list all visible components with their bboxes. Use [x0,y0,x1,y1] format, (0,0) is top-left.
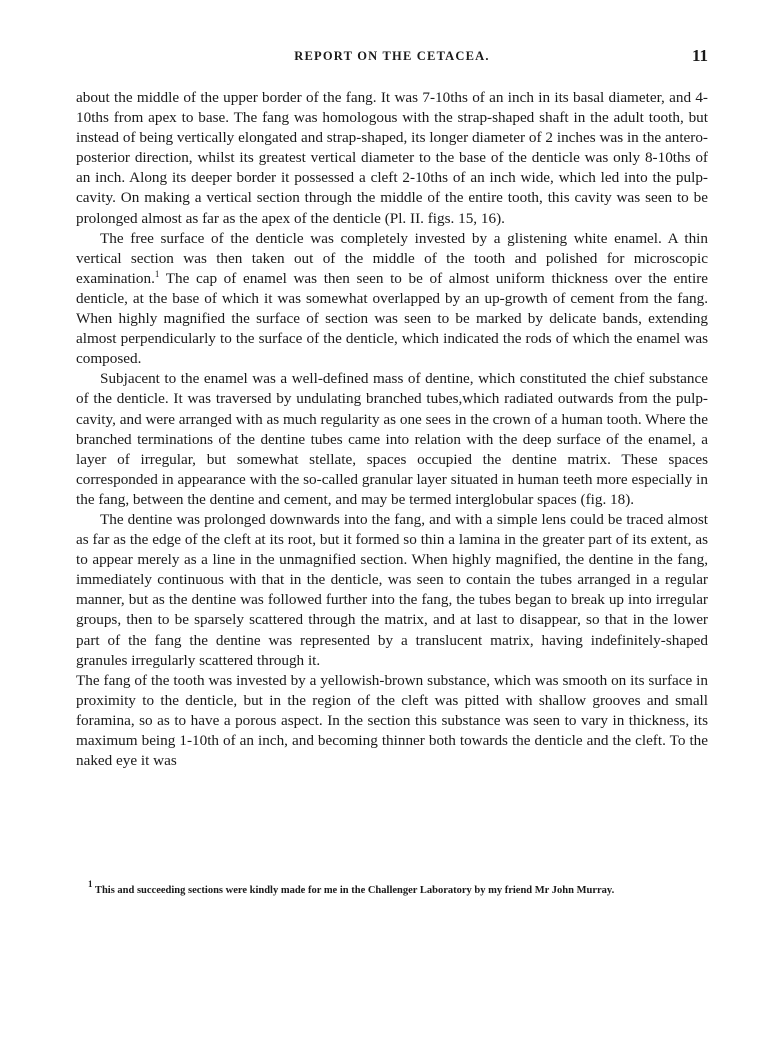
body-text [76,88,708,771]
footnote-text: This and succeeding sections were kindly made for me in the Challenger Laboratory by my friend Mr John Murray. [92,885,615,896]
paragraph-3: Subjacent to the enamel was a well-defined mass of dentine, which constituted the chief substance of the denticle. It was traversed by undulating branched tubes,which radiated outwards from the pulp-cavity, and were arranged with as much regularity as one sees in the crown of a human tooth. Where the branched terminations of the dentine tubes came into relation with the deep surface of the enamel, a layer of irregular, but somewhat stellate, spaces occupied the dentine matrix. These spaces corresponded in appearance with the so-called granular layer situated in human teeth more especially in the fang, between the dentine and cement, and may be termed interglobular spaces (fig. 18). [76,370,708,508]
page-header [76,46,708,71]
footnote-reference: 1 [154,268,160,279]
footnote [76,879,708,898]
paragraph-2-text-a: The free surface of the denticle was completely invested by a glistening white enamel. A thin vertical section was then taken out of the middle of the tooth and polished for microscopic examination. [76,229,708,287]
footnote-marker: 1 [88,879,93,889]
paragraph-1: about the middle of the upper border of the fang. It was 7-10ths of an inch in its basal diameter, and 4-10ths from apex to base. The fang was homologous with the strap-shaped shaft in the adult tooth, but instead of being vertically elongated and strap-shaped, its longer diameter of 2 inches was in the antero-posterior direction, whilst its greatest vertical diameter to the base of the denticle was only 8-10ths of an inch. Along its deeper border it possessed a cleft 2-10ths of an inch wide, which led into the pulp-cavity. On making a vertical section through the middle of the entire tooth, this cavity was seen to be prolonged almost as far as the apex of the denticle (Pl. II. figs. 15, 16). [76,89,708,227]
running-title: REPORT ON THE CETACEA. [294,49,490,63]
paragraph-5: The fang of the tooth was invested by a yellowish-brown substance, which was smooth on its surface in proximity to the denticle, but in the region of the cleft was pitted with shallow grooves and small foramina, so as to have a porous aspect. In the section this substance was seen to vary in thickness, its maximum being 1-10th of an inch, and becoming thinner both towards the denticle and the cleft. To the naked eye it was [76,671,708,770]
paragraph-4: The dentine was prolonged downwards into the fang, and with a simple lens could be traced almost as far as the edge of the cleft at its root, but it formed so thin a lamina in the greater part of its extent, as to appear merely as a line in the unmagnified section. When highly magnified, the dentine in the fang, immediately continuous with that in the denticle, was seen to contain the tubes arranged in a regular manner, but as the dentine was followed further into the fang, the tubes began to break up into irregular groups, then to be sparsely scattered through the matrix, and at last to disappear, so that in the lower part of the fang the dentine was represented by a translucent matrix, having indefinitely-shaped granules irregularly scattered through it. [76,510,708,669]
paragraph-2-text-b: The cap of enamel was then seen to be of almost uniform thickness over the entire denticle, at the base of which it was somewhat overlapped by an up-growth of cement from the fang. When highly magnified the surface of section was seen to be marked by delicate bands, extending almost perpendicularly to the surface of the denticle, which indicated the rods of which the enamel was composed. [76,269,708,368]
page-number: 11 [691,46,708,65]
paragraph-2 [76,229,708,370]
